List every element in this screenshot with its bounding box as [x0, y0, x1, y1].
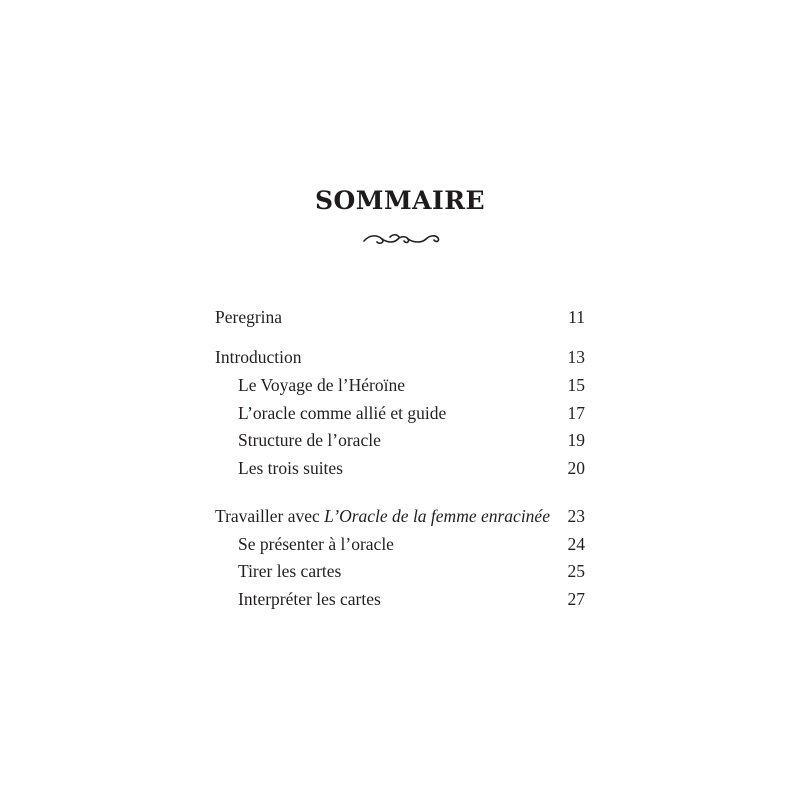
toc-entry-label: Le Voyage de l’Héroïne [238, 375, 406, 395]
toc-entry-travailler[interactable] [0, 504, 800, 528]
toc-entry-label-prefix: Travailler avec [215, 506, 325, 526]
toc-entry-label: L’oracle comme allié et guide [238, 403, 447, 423]
toc-entry-label: Introduction [215, 347, 302, 367]
toc-entry-label [215, 504, 550, 528]
toc-entry-page: 13 [567, 347, 585, 367]
toc-entry-label: Interpréter les cartes [238, 589, 381, 609]
toc-entry-label: Les trois suites [238, 458, 343, 478]
toc-entry-oracle-allie[interactable] [0, 401, 800, 425]
toc-entry-page: 15 [567, 375, 585, 395]
toc-entry-page: 19 [567, 430, 585, 450]
toc-entry-page: 24 [567, 534, 585, 554]
toc-entry-page: 20 [567, 458, 585, 478]
toc-entry-page: 27 [567, 589, 585, 609]
toc-entry-label-book-title: L’Oracle de la femme enracinée [324, 506, 550, 526]
toc-entry-page: 17 [567, 403, 585, 423]
page-title: SOMMAIRE [314, 186, 486, 215]
toc-entry-introduction[interactable] [0, 345, 800, 369]
toc-entry-label: Tirer les cartes [238, 561, 342, 581]
toc-entry-structure[interactable] [0, 428, 800, 452]
toc-entry-page: 25 [567, 561, 585, 581]
toc-entry-page: 11 [568, 307, 585, 327]
toc-entry-interpreter-cartes[interactable] [0, 587, 800, 611]
toc-entry-label: Peregrina [215, 307, 283, 327]
toc-entry-voyage-heroine[interactable] [0, 373, 800, 397]
toc-entry-peregrina[interactable] [0, 305, 800, 329]
toc-entry-label: Se présenter à l’oracle [238, 534, 394, 554]
toc-entry-label: Structure de l’oracle [238, 430, 381, 450]
toc-entry-page: 23 [567, 506, 585, 526]
toc-entry-se-presenter[interactable] [0, 532, 800, 556]
toc-entry-trois-suites[interactable] [0, 456, 800, 480]
toc-entry-tirer-cartes[interactable] [0, 559, 800, 583]
